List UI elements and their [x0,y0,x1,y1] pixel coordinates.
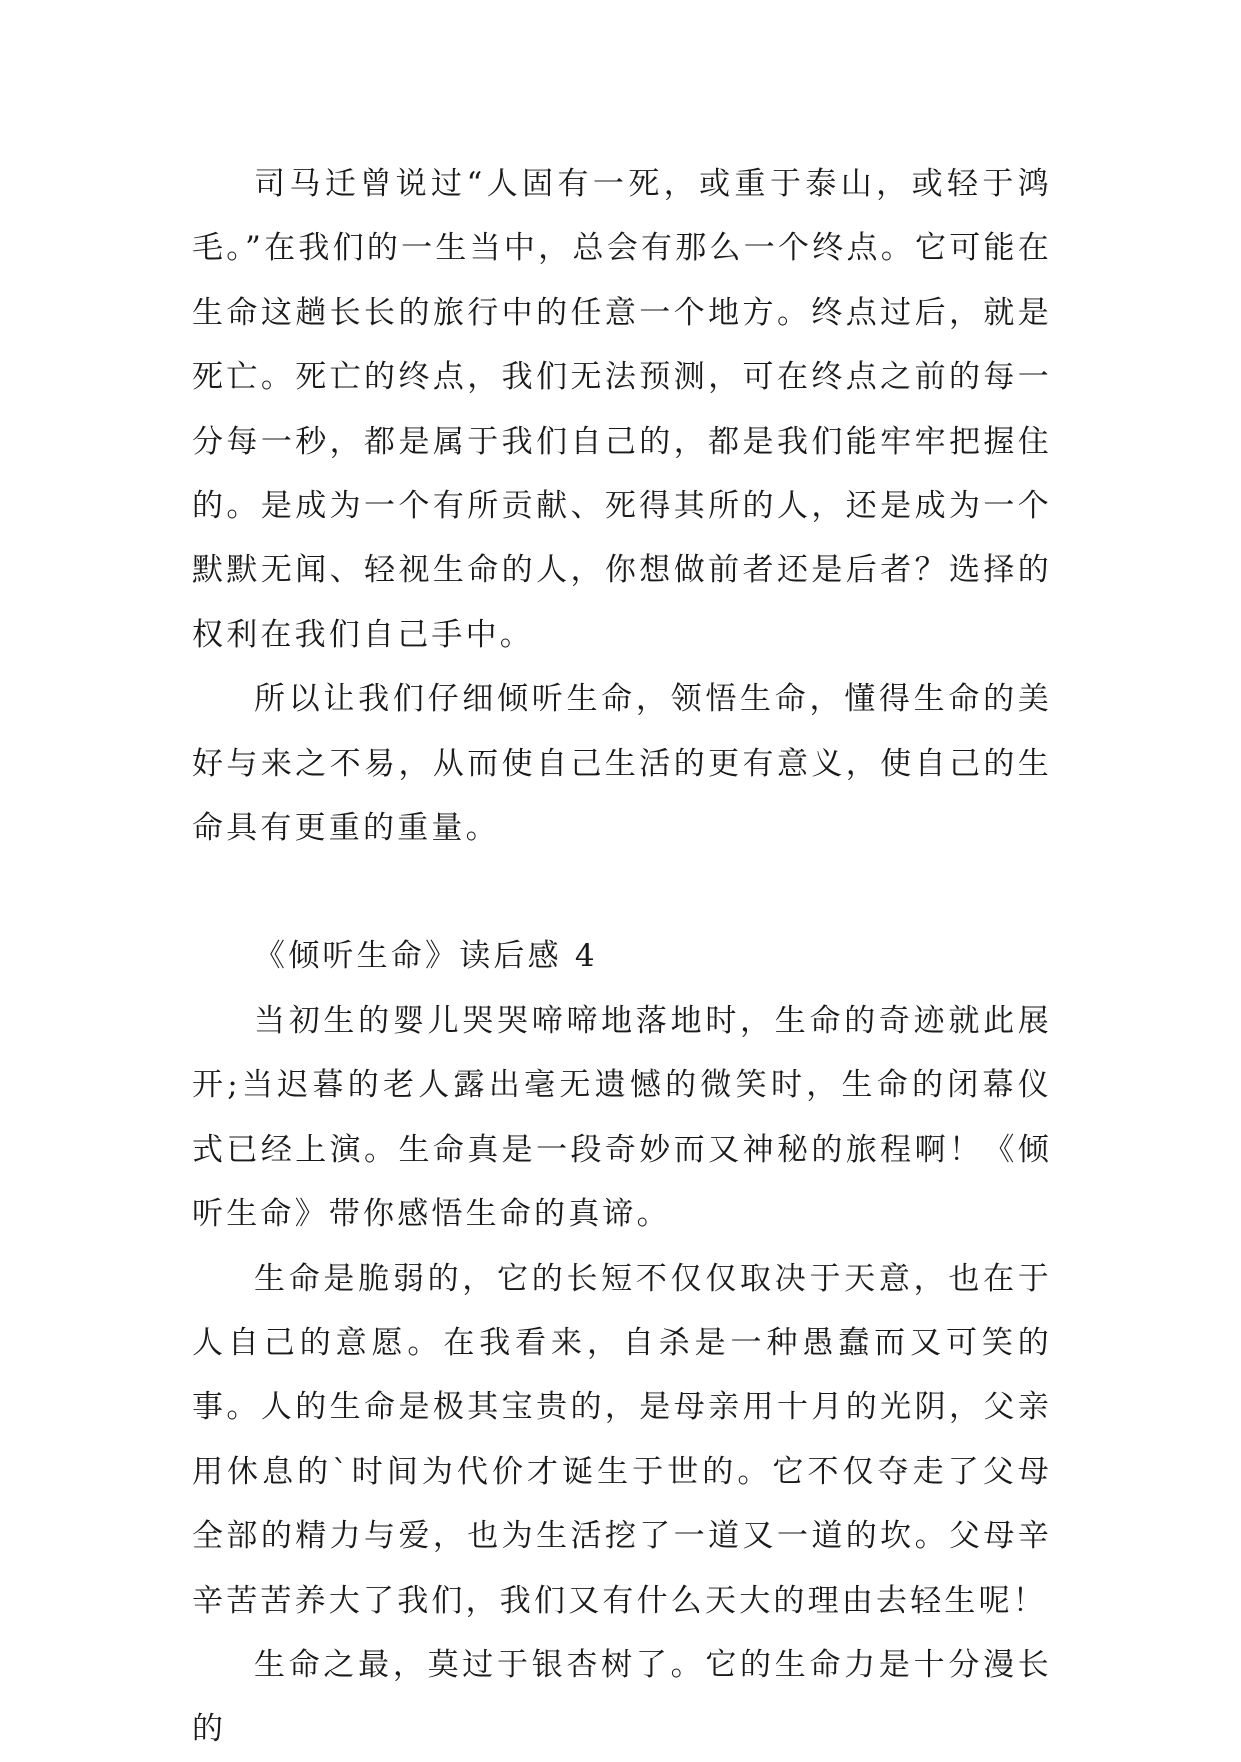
paragraph-life-is-fragile: 生命是脆弱的，它的长短不仅仅取决于天意，也在于人自己的意愿。在我看来，自杀是一种愚蠢而又可笑的事。人的生命是极其宝贵的，是母亲用十月的光阴，父亲用休息的`时间为代价才诞生于世的。它不仅夺走了父母全部的精力与爱，也为生活挖了一道又一道的坎。父母辛辛苦苦养大了我们，我们又有什么天大的理由去轻生呢！ [192,1260,1052,1619]
section-title: 《倾听生命》读后感 4 [254,938,598,975]
paragraph-ginkgo-tree: 生命之最，莫过于银杏树了。它的生命力是十分漫长的 [192,1646,1052,1748]
paragraph-sima-qian-quote: 司马迁曾说过“人固有一死，或重于泰山，或轻于鸿毛。”在我们的一生当中，总会有那么一个终点。它可能在生命这趟长长的旅行中的任意一个地方。终点过后，就是死亡。死亡的终点，我们无法预测，可在终点之前的每一分每一秒，都是属于我们自己的，都是我们能牢牢把握住的。是成为一个有所贡献、死得其所的人，还是成为一个默默无闻、轻视生命的人，你想做前者还是后者？选择的权利在我们自己手中。 [192,166,1052,653]
paragraph-listen-to-life: 所以让我们仔细倾听生命，领悟生命，懂得生命的美好与来之不易，从而使自己生活的更有意义，使自己的生命具有更重的重量。 [192,681,1052,847]
document-body [192,152,1052,1762]
paragraph-birth-and-death: 当初生的婴儿哭哭啼啼地落地时，生命的奇迹就此展开;当迟暮的老人露出毫无遗憾的微笑时，生命的闭幕仪式已经上演。生命真是一段奇妙而又神秘的旅程啊！《倾听生命》带你感悟生命的真谛。 [192,1002,1052,1233]
section-gap [192,860,1052,924]
